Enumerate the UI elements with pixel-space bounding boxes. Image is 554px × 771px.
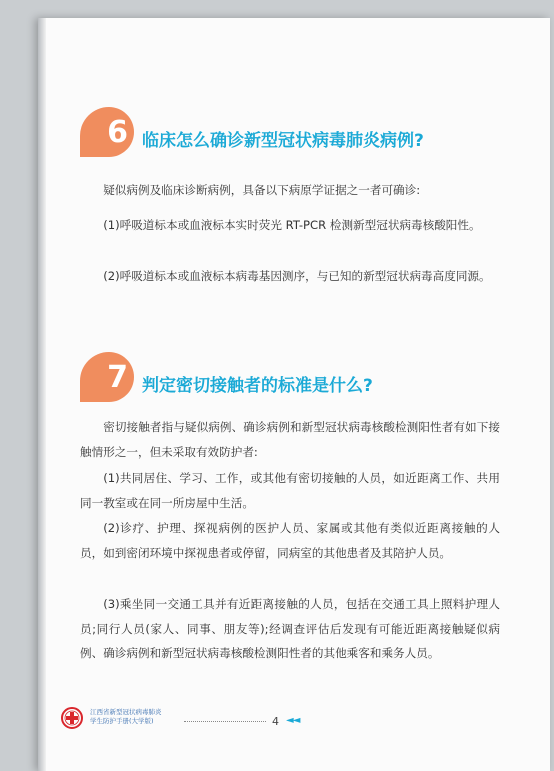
paragraph: 疑似病例及临床诊断病例，具备以下病原学证据之一者可确诊: (103, 183, 421, 197)
paragraph: (2)诊疗、护理、探视病例的医护人员、家属或其他有类似近距离接触的人员，如到密闭环境中探视患者或停留，同病室的其他患者及其陪护人员。 (80, 521, 500, 560)
paragraph: (1)呼吸道标本或血液标本实时荧光 RT-PCR 检测新型冠状病毒核酸阳性。 (103, 218, 481, 232)
paragraph: (1)共同居住、学习、工作，或其他有密切接触的人员，如近距离工作、共用同一教室或在同一所房屋中生活。 (80, 471, 500, 510)
paragraph: (2)呼吸道标本或血液标本病毒基因测序，与已知的新型冠状病毒高度同源。 (103, 269, 491, 283)
section-number-badge: 6 (80, 107, 134, 157)
section-7-heading (80, 352, 373, 402)
paragraph: (3)乘坐同一交通工具并有近距离接触的人员，包括在交通工具上照料护理人员;同行人员(家人、同事、朋友等);经调查评估后发现有可能近距离接触疑似病例、确诊病例和新型冠状病毒核酸检测阳性者的其他乘客和乘务人员。 (80, 597, 500, 661)
double-arrow-left-icon: ◄◄ (286, 715, 300, 726)
red-cross-seal-icon (60, 706, 84, 730)
book-spine (38, 18, 46, 771)
footer-title-line: 江西省新型冠状病毒肺炎 (90, 708, 162, 716)
footer-title-line: 学生防护手册(大学版) (90, 717, 154, 725)
paragraph: 密切接触者指与疑似病例、确诊病例和新型冠状病毒核酸检测阳性者有如下接触情形之一，但未采取有效防护者: (80, 420, 500, 459)
page-footer (60, 706, 360, 746)
footer-dotted-leader (184, 721, 266, 722)
section-title: 临床怎么确诊新型冠状病毒肺炎病例? (142, 130, 424, 151)
page-number: 4 (272, 715, 279, 728)
section-number-badge: 7 (80, 352, 134, 402)
footer-book-title (90, 708, 162, 726)
section-title: 判定密切接触者的标准是什么? (142, 375, 373, 396)
section-6-heading (80, 107, 424, 157)
